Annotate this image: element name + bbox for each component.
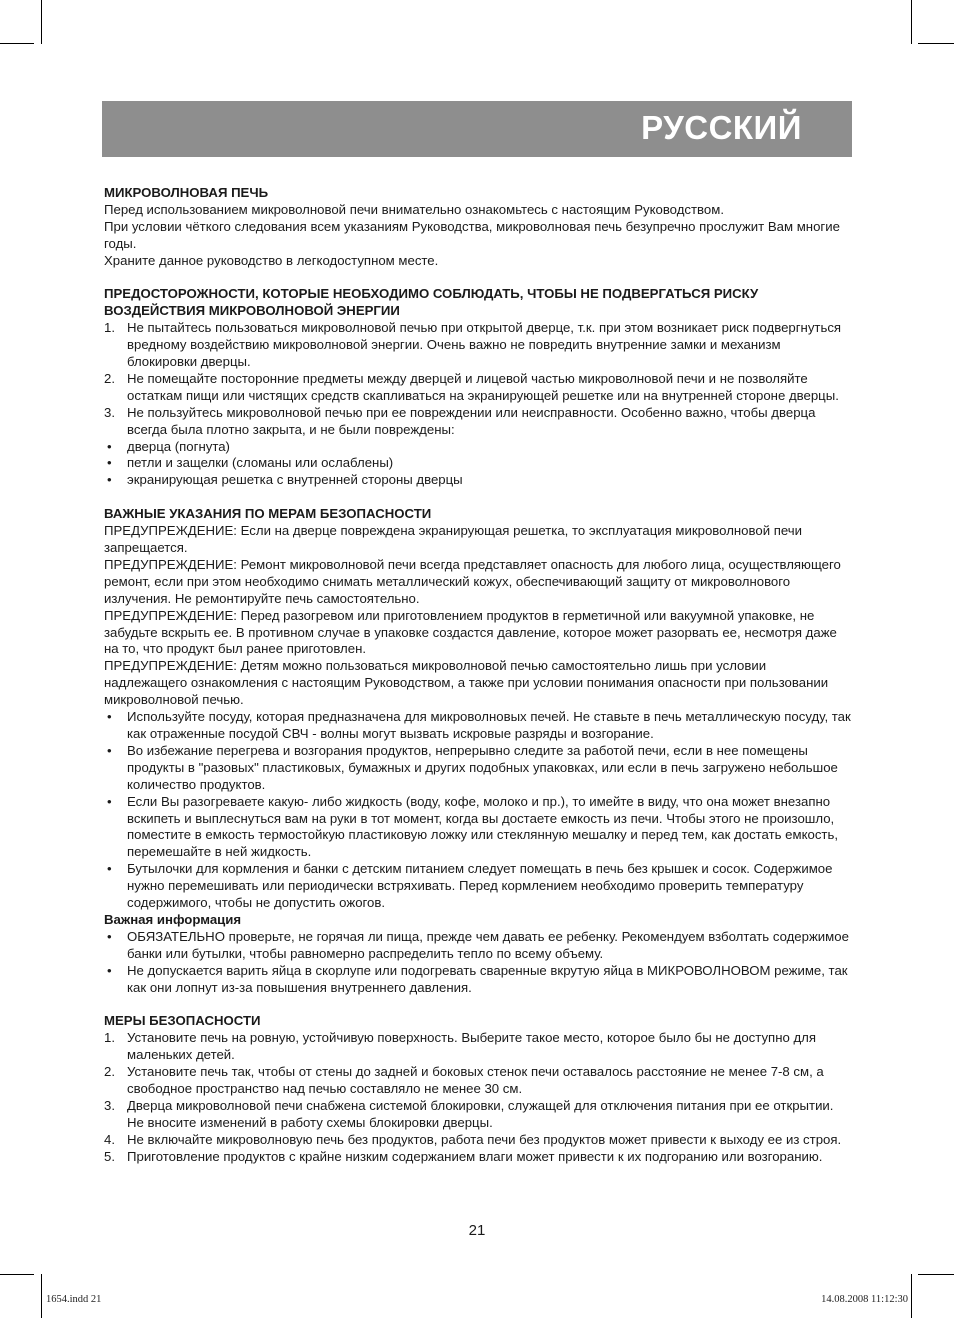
item-number: 4. bbox=[104, 1131, 115, 1147]
bullet-icon: • bbox=[107, 928, 112, 944]
important-heading: Важная информация bbox=[104, 911, 242, 927]
numbered-item bbox=[104, 1030, 852, 1064]
item-text: Дверца микроволновой печи снабжена системой блокировки, служащей для отключения питания при ее открытии. Не вносите изменений в работу схемы блокировки дверцы. bbox=[127, 1097, 834, 1130]
numbered-item bbox=[104, 371, 852, 405]
crop-mark bbox=[918, 1274, 954, 1275]
numbered-item bbox=[104, 1132, 852, 1149]
paragraph: Перед использованием микроволновой печи внимательно ознакомьтесь с настоящим Руководством. bbox=[104, 201, 724, 217]
item-text: Не пользуйтесь микроволновой печью при ее повреждении или неисправности. Особенно важно, чтобы дверца всегда была плотно закрыта, и не были повреждены: bbox=[127, 404, 816, 437]
section-safety-measures bbox=[104, 1013, 852, 1165]
section-heading: ВАЖНЫЕ УКАЗАНИЯ ПО МЕРАМ БЕЗОПАСНОСТИ bbox=[104, 506, 432, 522]
crop-mark bbox=[911, 0, 912, 44]
bullet-item bbox=[104, 455, 852, 472]
item-text: Бутылочки для кормления и банки с детским питанием следует помещать в печь без крышек и сосок. Содержимое нужно перемешивать или периодически встряхивать. Перед кормлением необходимо проверить температуру содержимого, чтобы не допустить ожогов. bbox=[127, 861, 833, 911]
crop-mark bbox=[918, 43, 954, 44]
bullet-icon: • bbox=[107, 793, 112, 809]
item-text: Не включайте микроволновую печь без продуктов, работа печи без продуктов может привести к выходу ее из строя. bbox=[127, 1131, 842, 1147]
item-number: 1. bbox=[104, 320, 115, 336]
paragraph: Храните данное руководство в легкодоступном месте. bbox=[104, 252, 439, 268]
numbered-item bbox=[104, 1064, 852, 1098]
item-text: петли и защелки (сломаны или ослаблены) bbox=[127, 455, 394, 471]
item-text: Не помещайте посторонние предметы между дверцей и лицевой частью микроволновой печи и не позволяйте остаткам пищи или чистящих средств скапливаться на экранирующей решетке или на внутренней стороне дверцы. bbox=[127, 370, 839, 403]
section-safety-notes bbox=[104, 506, 852, 996]
bullet-item bbox=[104, 861, 852, 912]
item-number: 2. bbox=[104, 370, 115, 386]
item-text: Не пытайтесь пользоваться микроволновой печью при открытой дверце, т.к. при этом возникает риск подвергнуться вредному воздействию микроволновой энергии. Очень важно не повредить внутренние замки и механизм блокировки дверцы. bbox=[127, 320, 842, 370]
item-text: дверца (погнута) bbox=[127, 438, 230, 454]
item-text: Установите печь на ровную, устойчивую поверхность. Выберите такое место, которое было бы не доступно для маленьких детей. bbox=[127, 1030, 817, 1063]
language-banner bbox=[102, 101, 852, 157]
slug-timestamp: 14.08.2008 11:12:30 bbox=[821, 1294, 908, 1305]
bullet-item bbox=[104, 743, 852, 794]
bullet-item bbox=[104, 794, 852, 862]
section-precautions bbox=[104, 286, 852, 489]
numbered-item bbox=[104, 1098, 852, 1132]
page-number: 21 bbox=[468, 1222, 486, 1239]
paragraph: При условии чёткого следования всем указаниям Руководства, микроволновая печь безупречно прослужит Вам многие годы. bbox=[104, 218, 840, 251]
item-text: Используйте посуду, которая предназначена для микроволновых печей. Не ставьте в печь металлическую посуду, так как отраженные посудой СВЧ - волны могут вызвать искровые разряды и возгорание. bbox=[127, 709, 851, 741]
bullet-item bbox=[104, 472, 852, 489]
item-text: Если Вы разогреваете какую- либо жидкость (воду, кофе, молоко и пр.), то имейте в виду, что она может внезапно вскипеть и выплеснуться вам на руки в тот момент, когда вы достаете емкость из печи. Чтобы этого не произошло, поместите в емкость термостойкую пластиковую ложку или стеклянную мешалку и перед тем, как достать емкость, перемешайте в ней жидкость. bbox=[127, 793, 838, 860]
bullet-item bbox=[104, 929, 852, 963]
slug-filename: 1654.indd 21 bbox=[46, 1294, 102, 1305]
section-heading: МИКРОВОЛНОВАЯ ПЕЧЬ bbox=[104, 185, 269, 200]
manual-content bbox=[104, 185, 852, 1166]
bullet-item bbox=[104, 963, 852, 997]
crop-mark bbox=[0, 1274, 34, 1275]
crop-mark bbox=[0, 43, 34, 44]
numbered-item bbox=[104, 1149, 852, 1166]
bullet-icon: • bbox=[107, 709, 112, 725]
bullet-item bbox=[104, 439, 852, 456]
bullet-icon: • bbox=[107, 438, 112, 454]
crop-mark bbox=[911, 1274, 912, 1318]
section-heading: ПРЕДОСТОРОЖНОСТИ, КОТОРЫЕ НЕОБХОДИМО СОБЛЮДАТЬ, ЧТОБЫ НЕ ПОДВЕРГАТЬСЯ РИСКУ ВОЗДЕЙСТВИЯ МИКРОВОЛНОВОЙ ЭНЕРГИИ bbox=[104, 286, 759, 319]
warning-paragraph: ПРЕДУПРЕЖДЕНИЕ: Если на дверце повреждена экранирующая решетка, то эксплуатация микроволновой печи запрещается. bbox=[104, 523, 803, 555]
bullet-icon: • bbox=[107, 962, 112, 978]
warning-paragraph: ПРЕДУПРЕЖДЕНИЕ: Детям можно пользоваться микроволновой печью самостоятельно лишь при условии надлежащего ознакомления с настоящим Руководством, а также при условии понимания опасности при пользовании микроволновой печью. bbox=[104, 658, 829, 708]
language-title: РУССКИЙ bbox=[641, 109, 802, 146]
section-microwave bbox=[104, 185, 852, 270]
bullet-item bbox=[104, 709, 852, 743]
bullet-icon: • bbox=[107, 455, 112, 471]
item-number: 5. bbox=[104, 1148, 115, 1164]
item-text: ОБЯЗАТЕЛЬНО проверьте, не горячая ли пища, прежде чем давать ее ребенку. Рекомендуем взболтать содержимое банки или бутылки, чтобы равномерно распределить тепло по всему объему. bbox=[127, 928, 849, 961]
bullet-icon: • bbox=[107, 742, 112, 758]
item-number: 1. bbox=[104, 1030, 115, 1046]
item-text: Приготовление продуктов с крайне низким содержанием влаги может привести к их подгоранию или возгоранию. bbox=[127, 1148, 823, 1164]
item-text: экранирующая решетка с внутренней стороны дверцы bbox=[127, 472, 463, 488]
numbered-item bbox=[104, 320, 852, 371]
section-heading: МЕРЫ БЕЗОПАСНОСТИ bbox=[104, 1013, 261, 1029]
bullet-icon: • bbox=[107, 861, 112, 877]
item-number: 3. bbox=[104, 404, 115, 420]
item-text: Не допускается варить яйца в скорлупе или подогревать сваренные вкрутую яйца в МИКРОВОЛНОВОМ режиме, так как они лопнут из-за повышения внутреннего давления. bbox=[127, 962, 848, 995]
item-number: 3. bbox=[104, 1097, 115, 1113]
bullet-icon: • bbox=[107, 472, 112, 488]
item-number: 2. bbox=[104, 1064, 115, 1080]
warning-paragraph: ПРЕДУПРЕЖДЕНИЕ: Ремонт микроволновой печи всегда представляет опасность для любого лица, осуществляющего ремонт, если при этом необходимо снимать металлический кожух, обеспечивающий защиту от микроволнового излучения. Не ремонтируйте печь самостоятельно. bbox=[104, 556, 841, 606]
numbered-item bbox=[104, 405, 852, 439]
item-text: Установите печь так, чтобы от стены до задней и боковых стенок печи оставалось расстояние не менее 7-8 см, а свободное пространство над печью составляло не менее 30 см. bbox=[127, 1064, 824, 1096]
item-text: Во избежание перегрева и возгорания продуктов, непрерывно следите за работой печи, если в нее помещены продукты в "разовых" пластиковых, бумажных и других подобных упаковках, или если в печь загружено небольшое количество продуктов. bbox=[127, 742, 838, 792]
warning-paragraph: ПРЕДУПРЕЖДЕНИЕ: Перед разогревом или приготовлением продуктов в герметичной или вакуумной упаковке, не забудьте вскрыть ее. В противном случае в упаковке создастся давление, которое может разорвать ее, несмотря даже на то, что продукт был ранее приготовлен. bbox=[104, 607, 837, 657]
crop-mark bbox=[41, 0, 42, 44]
crop-mark bbox=[41, 1274, 42, 1318]
